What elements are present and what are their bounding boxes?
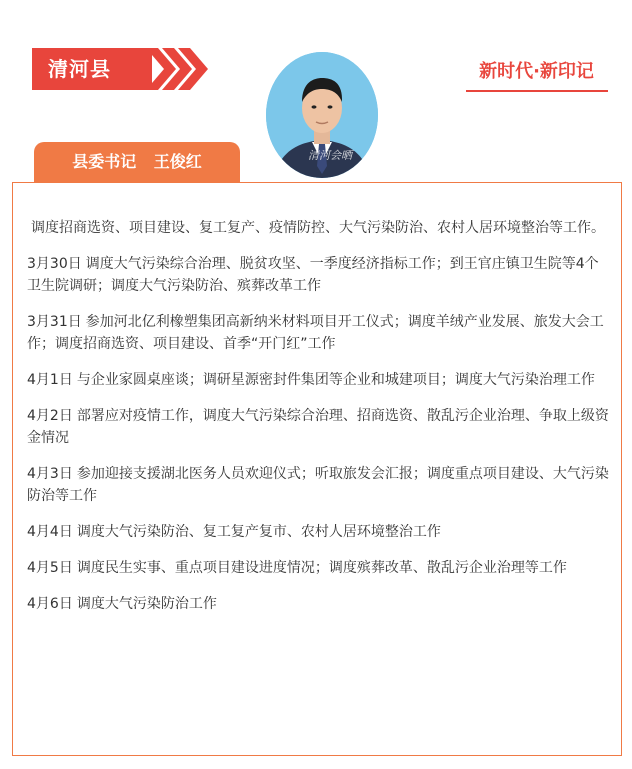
entry-text: 与企业家圆桌座谈；调研星源密封件集团等企业和城建项目；调度大气污染治理工作	[76, 372, 595, 388]
schedule-entry	[27, 557, 612, 579]
entry-text: 调度民生实事、重点项目建设进度情况；调度殡葬改革、散乱污企业治理等工作	[76, 560, 567, 576]
entry-text: 部署应对疫情工作，调度大气污染综合治理、招商选资、散乱污企业治理、争取上级资金情况	[27, 408, 609, 446]
entry-date: 3月30日	[27, 256, 82, 272]
entry-date: 4月3日	[27, 466, 73, 482]
schedule-entry	[27, 593, 612, 615]
slogan: 新时代·新印记	[479, 61, 594, 82]
entry-date: 4月2日	[27, 408, 73, 424]
schedule-entry	[27, 463, 612, 507]
schedule-entry	[27, 521, 612, 543]
schedule-entry	[27, 311, 612, 355]
county-banner	[32, 48, 152, 90]
entry-text: 调度大气污染防治工作	[76, 596, 217, 612]
entry-text: 调度大气污染综合治理、脱贫攻坚、一季度经济指标工作；到王官庄镇卫生院等4个卫生院调研；调度大气污染防治、殡葬改革工作	[27, 256, 599, 294]
entry-text: 调度招商选资、项目建设、复工复产、疫情防控、大气污染防治、农村人居环境整治等工作。	[31, 220, 605, 236]
entry-date: 4月1日	[27, 372, 73, 388]
watermark-logo: 清河会晒	[308, 149, 352, 162]
entry-date: 4月6日	[27, 596, 73, 612]
entry-text: 调度大气污染防治、复工复产复市、农村人居环境整治工作	[76, 524, 441, 540]
schedule-box	[12, 182, 622, 756]
chevron-arrows-icon	[146, 48, 216, 90]
official-name: 王俊红	[153, 152, 202, 171]
schedule-entry	[27, 253, 612, 297]
schedule-list	[27, 217, 612, 629]
county-name: 清河县	[48, 57, 111, 81]
schedule-entry	[27, 217, 612, 239]
official-position: 县委书记	[72, 152, 137, 171]
schedule-entry	[27, 369, 612, 391]
entry-date: 4月4日	[27, 524, 73, 540]
official-name-tab	[34, 142, 240, 182]
schedule-entry	[27, 405, 612, 449]
entry-text: 参加河北亿利橡塑集团高新纳米材料项目开工仪式；调度羊绒产业发展、旅发大会工作；调度招商选资、项目建设、首季“开门红”工作	[27, 314, 604, 352]
entry-date: 3月31日	[27, 314, 82, 330]
slogan-underline	[466, 90, 608, 92]
entry-date: 4月5日	[27, 560, 73, 576]
entry-text: 参加迎接支援湖北医务人员欢迎仪式；听取旅发会汇报；调度重点项目建设、大气污染防治等工作	[27, 466, 609, 504]
